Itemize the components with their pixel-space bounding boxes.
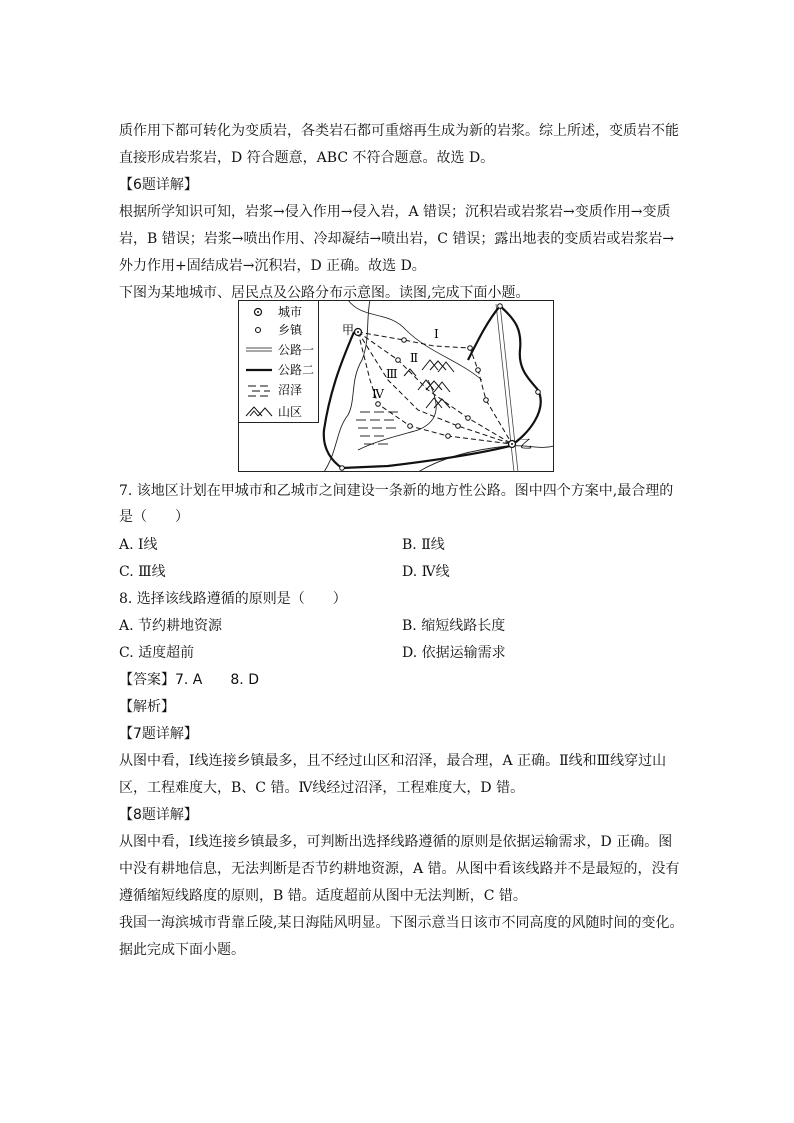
option-8b: B. 缩短线路长度 bbox=[402, 618, 506, 634]
paragraph: 质作用下都可转化为变质岩，各类岩石都可重熔再生成为新的岩浆。综上所述，变质岩不能 bbox=[119, 123, 679, 139]
legend-road1: 公路一 bbox=[278, 343, 315, 357]
section-heading: 【6题详解】 bbox=[119, 177, 198, 193]
paragraph: 从图中看，Ⅰ线连接乡镇最多，且不经过山区和沼泽，最合理，A 正确。Ⅱ线和Ⅲ线穿过山 bbox=[119, 753, 667, 769]
q7-detail-heading: 【7题详解】 bbox=[119, 726, 198, 742]
legend-city: 城市 bbox=[278, 305, 303, 319]
question-7-stem: 7. 该地区计划在甲城市和乙城市之间建设一条新的地方性公路。图中四个方案中,最合理的 bbox=[119, 483, 674, 499]
legend-town: 乡镇 bbox=[278, 323, 303, 337]
option-8c: C. 适度超前 bbox=[119, 645, 195, 661]
paragraph: 从图中看，Ⅰ线连接乡镇最多，可判断出选择线路遵循的原则是依据运输需求，D 正确。图 bbox=[119, 834, 673, 850]
town-symbol-icon bbox=[256, 328, 261, 333]
legend-swamp: 沼泽 bbox=[278, 383, 303, 397]
option-7d: D. Ⅳ线 bbox=[402, 564, 450, 580]
option-8d: D. 依据运输需求 bbox=[402, 645, 506, 661]
paragraph: 遵循缩短线路度的原则，B 错。适度超前从图中无法判断，C 错。 bbox=[119, 888, 527, 904]
legend-mountain: 山区 bbox=[278, 405, 303, 419]
label-yi: 乙 bbox=[520, 437, 533, 451]
label-route-3: Ⅲ bbox=[386, 367, 398, 381]
paragraph: 岩，B 错误；岩浆→喷出作用、冷却凝结→喷出岩，C 错误；露出地表的变质岩或岩浆岩→ bbox=[119, 231, 675, 247]
paragraph: 外力作用+固结成岩→沉积岩，D 正确。故选 D。 bbox=[119, 258, 426, 274]
next-intro-cont: 据此完成下面小题。 bbox=[119, 942, 245, 958]
intro-text: 下图为某地城市、居民点及公路分布示意图。读图,完成下面小题。 bbox=[119, 285, 530, 301]
option-8a: A. 节约耕地资源 bbox=[119, 618, 223, 634]
next-intro: 我国一海滨城市背靠丘陵,某日海陆风明显。下图示意当日该市不同高度的风随时间的变化。 bbox=[119, 915, 684, 931]
label-route-2: Ⅱ bbox=[410, 351, 419, 365]
question-7-stem-cont: 是（ ） bbox=[119, 509, 189, 525]
paragraph: 根据所学知识可知，岩浆→侵入作用→侵入岩，A 错误；沉积岩或岩浆岩→变质作用→变质 bbox=[119, 204, 671, 220]
label-route-4: Ⅳ bbox=[372, 387, 384, 401]
map-svg bbox=[238, 300, 554, 472]
option-7a: A. Ⅰ线 bbox=[119, 537, 158, 553]
answer-line: 【答案】7. A 8. D bbox=[119, 672, 259, 688]
road-map-figure bbox=[238, 300, 554, 472]
paragraph: 区，工程难度大，B、C 错。Ⅳ线经过沼泽，工程难度大，D 错。 bbox=[119, 780, 525, 796]
q8-detail-heading: 【8题详解】 bbox=[119, 807, 198, 823]
paragraph: 直接形成岩浆岩，D 符合题意，ABC 不符合题意。故选 D。 bbox=[119, 150, 495, 166]
label-route-1: Ⅰ bbox=[434, 327, 439, 341]
question-8-stem: 8. 选择该线路遵循的原则是（ ） bbox=[119, 591, 347, 607]
option-7c: C. Ⅲ线 bbox=[119, 564, 166, 580]
paragraph: 中没有耕地信息，无法判断是否节约耕地资源，A 错。从图中看该线路并不是最短的，没有 bbox=[119, 861, 680, 877]
option-7b: B. Ⅱ线 bbox=[402, 537, 445, 553]
analysis-heading: 【解析】 bbox=[119, 699, 175, 715]
legend-road2: 公路二 bbox=[278, 363, 315, 377]
label-jia: 甲 bbox=[342, 323, 355, 337]
